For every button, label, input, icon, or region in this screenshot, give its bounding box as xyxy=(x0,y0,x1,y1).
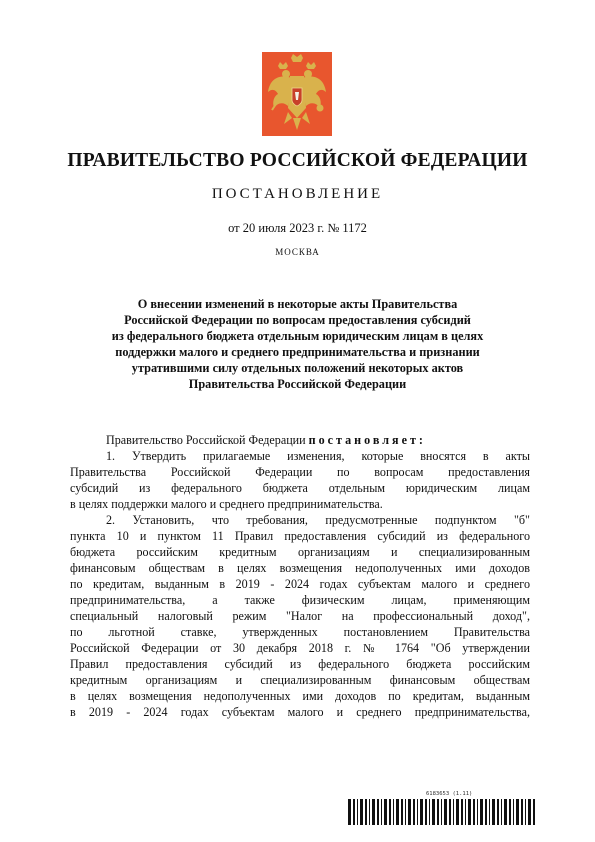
document-heading xyxy=(60,296,535,392)
barcode-code: 6183653 (1.11) xyxy=(426,791,473,797)
barcode xyxy=(348,791,538,826)
paragraph-1-line: субсидий из федерального бюджета отдельным юридическим лицам xyxy=(70,481,530,495)
paragraph-2-line: Правил предоставления субсидий из федерального бюджета российским xyxy=(70,657,530,671)
document-date-number: от 20 июля 2023 г. № 1172 xyxy=(228,221,367,235)
paragraph-1-line: Правительства Российской Федерации по вопросам предоставления xyxy=(70,465,530,479)
heading-line: утратившими силу отдельных положений некоторых актов xyxy=(131,361,464,375)
paragraph-2-line: предпринимательства, а также физическим лицам, применяющим xyxy=(70,593,530,607)
paragraph-2-line: в 2019 - 2024 годах субъектам малого и среднего предпринимательства, xyxy=(70,705,530,719)
heading-line: Российской Федерации по вопросам предоставления субсидий xyxy=(124,313,471,327)
document-type: ПОСТАНОВЛЕНИЕ xyxy=(211,186,384,202)
preamble-verb: постановляет: xyxy=(308,433,426,447)
paragraph-2-line: специальный налоговый режим "Налог на профессиональный доход", xyxy=(70,609,530,623)
paragraph-2-line: финансовым обществам в целях возмещения недополученных ими доходов xyxy=(70,561,530,575)
paragraph-2-line: бюджета российским кредитным организациям и специализированным xyxy=(70,545,530,559)
paragraph-2-line: в целях возмещения недополученных ими доходов по кредитам, выданным xyxy=(70,689,530,703)
paragraph-1-line: в целях поддержки малого и среднего предпринимательства. xyxy=(70,497,383,511)
heading-line: поддержки малого и среднего предпринимательства и признании xyxy=(115,345,480,359)
heading-line: Правительства Российской Федерации xyxy=(188,377,407,391)
paragraph-1-line: 1. Утвердить прилагаемые изменения, которые вносятся в акты xyxy=(106,449,530,463)
paragraph-2-line: по льготной ставке, утвержденных постановлением Правительства xyxy=(70,625,530,639)
paragraph-2-line: кредитным организациям и специализированным финансовым обществам xyxy=(70,673,530,687)
heading-line: из федерального бюджета отдельным юридическим лицам в целях xyxy=(111,329,484,343)
document-city: МОСКВА xyxy=(275,247,320,257)
paragraph-2-line: пункта 10 и пунктом 11 Правил предоставления субсидий из федерального xyxy=(70,529,530,543)
government-title: ПРАВИТЕЛЬСТВО РОССИЙСКОЙ ФЕДЕРАЦИИ xyxy=(67,150,528,171)
russian-coat-of-arms-icon xyxy=(262,52,332,136)
barcode-icon xyxy=(348,799,538,825)
heading-line: О внесении изменений в некоторые акты Правительства xyxy=(137,297,458,311)
document-body xyxy=(70,432,530,720)
paragraph-2-line: по кредитам, выданным в 2019 - 2024 годах субъектам малого и среднего xyxy=(70,577,530,591)
preamble-text: Правительство Российской Федерации xyxy=(106,433,309,447)
paragraph-2-line: 2. Установить, что требования, предусмотренные подпунктом "б" xyxy=(106,513,530,527)
preamble xyxy=(70,432,530,448)
paragraph-2-line: Российской Федерации от 30 декабря 2018 г. № 1764 "Об утверждении xyxy=(70,641,530,655)
